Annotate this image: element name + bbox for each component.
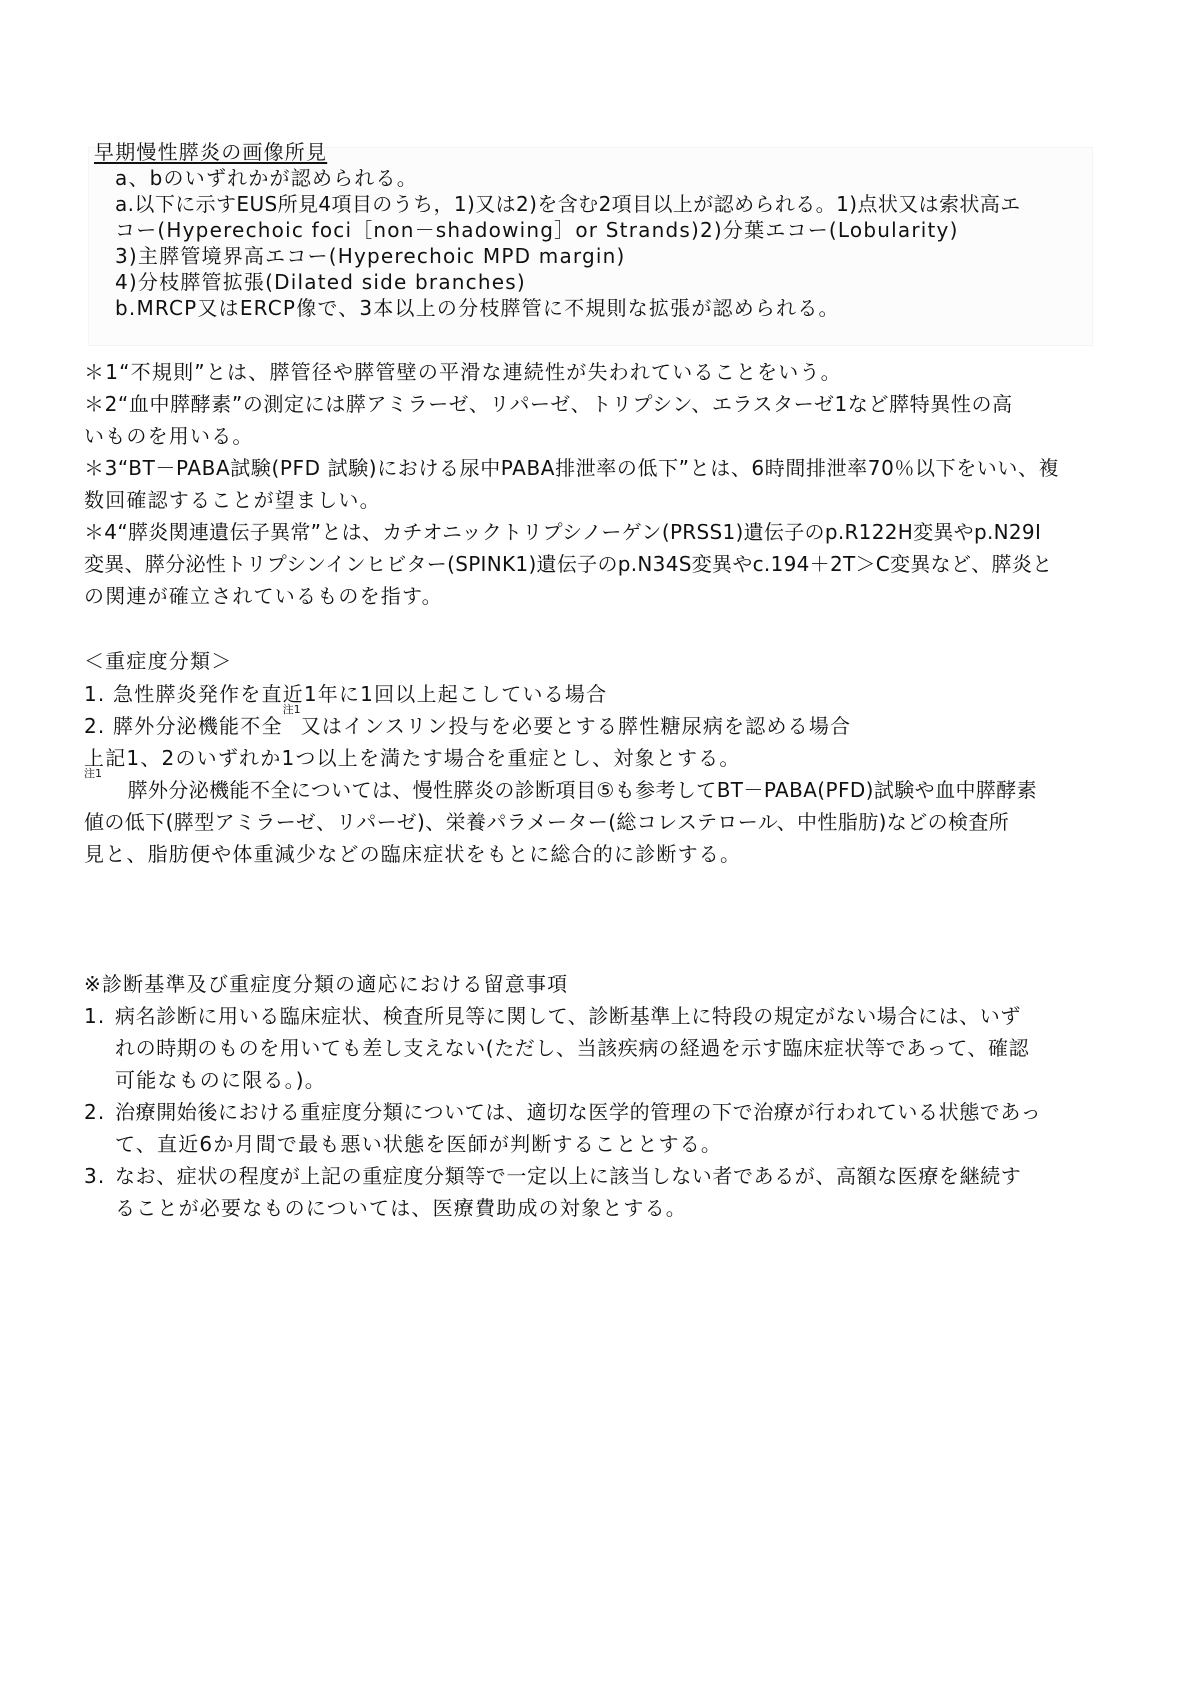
severity-heading: ＜重症度分類＞: [84, 649, 233, 673]
note-2-line-2: いものを用いる。: [84, 424, 254, 448]
note-4-line-1: ＊4“膵炎関連遺伝子異常”とは、カチオニックトリプシノーゲン(PRSS1)遺伝子のp.R122H変異やp.N29I: [84, 520, 1042, 544]
severity-summary: 上記1、2のいずれか1つ以上を満たす場合を重症とし、対象とする。: [84, 746, 741, 770]
footnote-mark-1: 注1: [84, 767, 102, 780]
severity-item-1: 1. 急性膵炎発作を直近1年に1回以上起こしている場合: [84, 682, 608, 706]
severity-item-2-text-a: 2. 膵外分泌機能不全: [84, 714, 283, 738]
imaging-line-1: a、bのいずれかが認められる。: [115, 166, 418, 190]
consideration-2-number: 2.: [84, 1100, 106, 1124]
consideration-3-line-1: なお、症状の程度が上記の重症度分類等で一定以上に該当しない者であるが、高額な医療を継続す: [115, 1164, 1022, 1188]
severity-footnote-line-2: 値の低下(膵型アミラーゼ、リパーゼ)、栄養パラメーター(総コレステロール、中性脂肪)などの検査所: [84, 810, 1010, 834]
note-3-line-1: ＊3“BT－PABA試験(PFD 試験)における尿中PABA排泄率の低下”とは、6時間排泄率70％以下をいい、複: [84, 456, 1060, 480]
footnote-ref-1: 注1: [282, 703, 301, 716]
consideration-2-line-1: 治療開始後における重症度分類については、適切な医学的管理の下で治療が行われている状態であっ: [115, 1100, 1042, 1124]
note-4-line-2: 変異、膵分泌性トリプシンインヒビター(SPINK1)遺伝子のp.N34S変異やc.194＋2T＞C変異など、膵炎と: [84, 552, 1053, 576]
severity-item-2: [84, 703, 852, 740]
considerations-heading: ※診断基準及び重症度分類の適応における留意事項: [84, 972, 569, 996]
consideration-2-line-2: て、直近6か月間で最も悪い状態を医師が判断することとする。: [115, 1132, 723, 1156]
imaging-line-3: コー(Hyperechoic foci［non－shadowing］or Strands)2)分葉エコー(Lobularity): [115, 218, 959, 242]
note-4-line-3: の関連が確立されているものを指す。: [84, 584, 443, 608]
severity-footnote-line-3: 見と、脂肪便や体重減少などの臨床症状をもとに総合的に診断する。: [84, 842, 742, 866]
severity-item-2-text-b: 又はインスリン投与を必要とする膵性糖尿病を認める場合: [300, 714, 852, 738]
consideration-1-line-3: 可能なものに限る。)。: [115, 1068, 327, 1092]
note-1: ＊1“不規則”とは、膵管径や膵管壁の平滑な連続性が失われていることをいう。: [84, 360, 842, 384]
imaging-line-5: 4)分枝膵管拡張(Dilated side branches): [115, 270, 526, 294]
consideration-1-line-1: 病名診断に用いる臨床症状、検査所見等に関して、診断基準上に特段の規定がない場合には、いず: [115, 1004, 1021, 1028]
imaging-line-6: b.MRCP又はERCP像で、3本以上の分枝膵管に不規則な拡張が認められる。: [115, 296, 840, 320]
note-2-line-1: ＊2“血中膵酵素”の測定には膵アミラーゼ、リパーゼ、トリプシン、エラスターゼ1など膵特異性の高: [84, 392, 1013, 416]
consideration-3-number: 3.: [84, 1164, 106, 1188]
severity-footnote-text-1: 膵外分泌機能不全については、慢性膵炎の診断項目⑤も参考してBT－PABA(PFD)試験や血中膵酵素: [127, 778, 1038, 802]
severity-footnote-line-1: [84, 767, 1038, 804]
consideration-3-line-2: ることが必要なものについては、医療費助成の対象とする。: [115, 1196, 687, 1220]
imaging-line-2: a.以下に示すEUS所見4項目のうち，1)又は2)を含む2項目以上が認められる。1)点状又は索状高エ: [115, 192, 1021, 216]
note-3-line-2: 数回確認することが望ましい。: [84, 488, 381, 512]
imaging-line-4: 3)主膵管境界高エコー(Hyperechoic MPD margin): [115, 244, 626, 268]
imaging-findings-title: 早期慢性膵炎の画像所見: [94, 140, 328, 164]
consideration-1-number: 1.: [84, 1004, 106, 1028]
consideration-1-line-2: れの時期のものを用いても差し支えない(ただし、当該疾病の経過を示す臨床症状等であって、確認: [115, 1036, 1030, 1060]
